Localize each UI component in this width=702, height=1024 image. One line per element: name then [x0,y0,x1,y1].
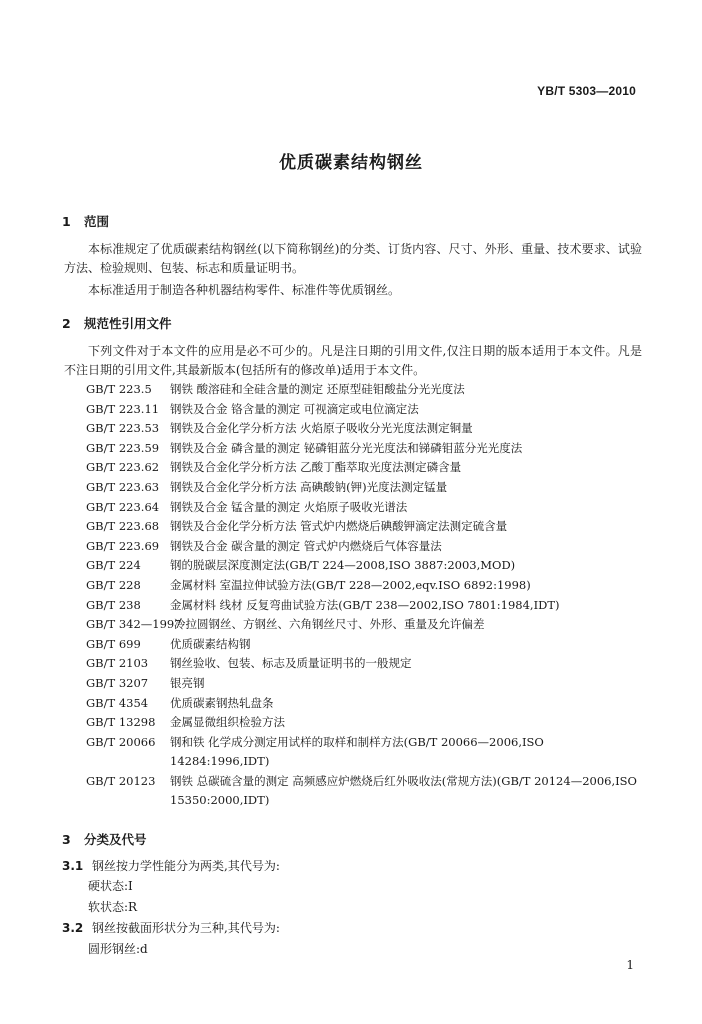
reference-item [86,419,646,439]
reference-title: 钢铁及合金 碳含量的测定 管式炉内燃烧后气体容量法 [170,538,442,553]
reference-code: GB/T 223.11 [86,401,160,416]
reference-title: 优质碳素结构钢 [170,636,251,651]
reference-code: GB/T 223.53 [86,421,160,436]
reference-item [86,498,646,518]
reference-item [86,694,646,714]
reference-code: GB/T 20123 [86,773,156,788]
reference-code: GB/T 223.69 [86,538,160,553]
reference-item [86,556,646,576]
section-heading-classification [62,830,147,848]
reference-title: 钢铁及合金化学分析方法 火焰原子吸收分光光度法测定铜量 [170,421,473,436]
reference-item [86,733,646,772]
reference-item [86,596,646,616]
reference-code: GB/T 223.59 [86,440,160,455]
class-item-round: 圆形钢丝:d [88,942,148,956]
reference-title: 钢铁及合金 磷含量的测定 铋磷钼蓝分光光度法和锑磷钼蓝分光光度法 [170,440,523,455]
class-item-hard: 硬状态:I [88,879,133,893]
reference-title: 钢铁及合金化学分析方法 乙酸丁酯萃取光度法测定磷含量 [170,460,462,475]
section-number: 1 [62,214,71,229]
section-heading-scope [62,212,109,230]
reference-title: 钢铁及合金化学分析方法 管式炉内燃烧后碘酸钾滴定法测定硫含量 [170,519,508,534]
subclause-number: 3.1 [62,859,84,873]
reference-title: 钢丝验收、包装、标志及质量证明书的一般规定 [170,656,412,671]
standard-code: YB/T 5303—2010 [537,84,636,98]
reference-item [86,458,646,478]
reference-code: GB/T 228 [86,577,141,592]
section-title: 分类及代号 [84,832,147,847]
reference-item [86,380,646,400]
reference-title: 钢铁 酸溶硅和全硅含量的测定 还原型硅钼酸盐分光光度法 [170,382,465,396]
reference-code: GB/T 4354 [86,695,149,710]
section-heading-normative-references [62,314,172,332]
reference-item [86,674,646,694]
reference-title: 金属材料 室温拉伸试验方法(GB/T 228—2002,eqv.ISO 6892:1998) [170,577,531,592]
reference-code: GB/T 223.62 [86,460,160,475]
reference-title: 金属显微组织检验方法 [170,715,285,730]
reference-item [86,654,646,674]
reference-title: 钢铁 总碳硫含量的测定 高频感应炉燃烧后红外吸收法(常规方法)(GB/T 20124—2006,ISO 15350:2000,IDT) [170,773,637,808]
reference-title: 钢的脱碳层深度测定法(GB/T 224—2008,ISO 3887:2003,MOD) [170,558,516,573]
reference-code: GB/T 224 [86,558,141,573]
section-title: 范围 [84,214,110,229]
reference-code: GB/T 223.63 [86,479,160,494]
reference-item [86,713,646,733]
reference-item [86,635,646,655]
reference-item [86,400,646,420]
reference-code: GB/T 13298 [86,715,156,730]
scope-paragraph-1: 本标准规定了优质碳素结构钢丝(以下简称钢丝)的分类、订货内容、尺寸、外形、重量、技术要求、试验方法、检验规则、包装、标志和质量证明书。 [64,242,642,275]
reference-list [86,380,646,811]
reference-title: 钢铁及合金 锰含量的测定 火焰原子吸收光谱法 [170,499,408,514]
reference-title: 钢铁及合金 铬含量的测定 可视滴定或电位滴定法 [170,401,419,416]
reference-code: GB/T 223.5 [86,382,152,396]
reference-title: 钢铁及合金化学分析方法 高碘酸钠(钾)光度法测定锰量 [170,479,448,494]
reference-code: GB/T 699 [86,636,141,651]
scope-paragraph-2: 本标准适用于制造各种机器结构零件、标准件等优质钢丝。 [88,283,401,297]
reference-title: 钢和铁 化学成分测定用试样的取样和制样方法(GB/T 20066—2006,ISO 14284:1996,IDT) [170,734,544,769]
page-number: 1 [626,958,634,972]
class-item-soft: 软状态:R [88,900,138,914]
document-title: 优质碳素结构钢丝 [279,153,423,173]
reference-code: GB/T 238 [86,597,141,612]
subclause-3-2 [62,919,280,938]
reference-title: 冷拉圆钢丝、方钢丝、六角钢丝尺寸、外形、重量及允许偏差 [174,617,485,632]
reference-title: 银亮钢 [170,675,205,690]
reference-item [86,615,646,635]
section-number: 2 [62,316,71,331]
reference-code: GB/T 2103 [86,656,149,671]
subclause-text: 钢丝按力学性能分为两类,其代号为: [92,859,280,873]
reference-code: GB/T 223.64 [86,499,160,514]
reference-code: GB/T 342—1997 [86,617,182,632]
subclause-text: 钢丝按截面形状分为三种,其代号为: [92,921,280,935]
reference-title: 金属材料 线材 反复弯曲试验方法(GB/T 238—2002,ISO 7801:1984,IDT) [170,597,560,612]
reference-item [86,772,646,811]
reference-code: GB/T 3207 [86,675,149,690]
reference-item [86,537,646,557]
section-title: 规范性引用文件 [84,316,172,331]
subclause-number: 3.2 [62,921,84,935]
subclause-3-1 [62,857,280,876]
reference-code: GB/T 20066 [86,734,156,749]
reference-item [86,439,646,459]
references-intro: 下列文件对于本文件的应用是必不可少的。凡是注日期的引用文件,仅注日期的版本适用于本文件。凡是不注日期的引用文件,其最新版本(包括所有的修改单)适用于本文件。 [64,344,642,377]
section-number: 3 [62,832,71,847]
reference-code: GB/T 223.68 [86,519,160,534]
reference-item [86,576,646,596]
reference-item [86,517,646,537]
reference-title: 优质碳素钢热轧盘条 [170,695,274,710]
reference-item [86,478,646,498]
